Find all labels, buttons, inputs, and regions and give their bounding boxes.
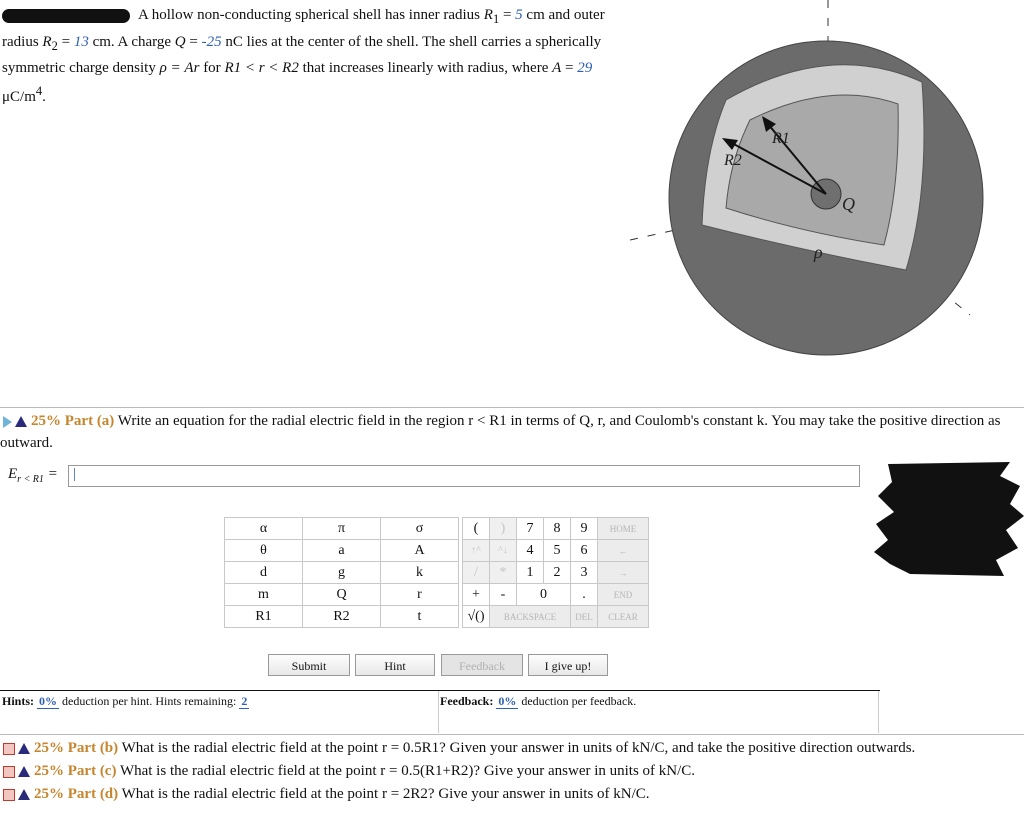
key-R1[interactable]: R1 [225,606,303,628]
key-multiply[interactable]: * [490,562,517,584]
numeric-keypad [462,517,649,628]
q-value: -25 [201,33,222,50]
feedback-button[interactable]: Feedback [441,654,523,676]
key-0[interactable]: 0 [517,584,571,606]
key-sqrt[interactable]: √() [463,606,490,628]
key-plus[interactable]: + [463,584,490,606]
label-r2: R2 [724,152,742,169]
part-a-question [0,410,1020,454]
part-d-question[interactable]: 25% Part (d) What is the radial electric field at the point r = 2R2? Give your answer in units of kN/C. [0,783,1020,805]
warning-icon [18,766,30,777]
divider-bottom [0,734,1024,735]
submit-button[interactable]: Submit [268,654,350,676]
key-8[interactable]: 8 [544,518,571,540]
r2-value: 13 [73,33,89,50]
key-divide[interactable]: / [463,562,490,584]
key-decimal[interactable]: . [571,584,598,606]
r1-value: 5 [515,7,523,23]
problem-statement: A hollow non-conducting spherical shell has inner radius $R_1 = 5$ cm and outer radius $R_2 = 13$ cm. A charge Q = -25 nC lies at the center of the shell. The shell carries a spherically symmetric charge density ρ = Ar for R1 < r < R2 that increases linearly with radius, where A = 29 $\mu C/m^4$. [2,7,605,105]
key-minus[interactable]: - [490,584,517,606]
divider [0,407,1024,408]
answer-label: $E_{r < R1}$ = [8,466,58,485]
label-rho: ρ [814,242,823,262]
key-5[interactable]: 5 [544,540,571,562]
symbol-keypad [224,517,459,628]
warning-icon [15,416,27,427]
key-end[interactable]: END [598,584,649,606]
key-right-arrow[interactable]: → [598,562,649,584]
part-a-heading: 25% Part (a) [31,413,115,429]
key-close-paren[interactable]: ) [490,518,517,540]
key-r[interactable]: r [381,584,459,606]
redacted-marker [2,9,130,23]
key-superscript-up[interactable]: ↑^ [463,540,490,562]
key-7[interactable]: 7 [517,518,544,540]
spherical-shell-figure [630,0,1024,400]
feedback-panel: Feedback: 0% deduction per feedback. [438,691,879,733]
part-b-question[interactable]: 25% Part (b) What is the radial electric field at the point r = 0.5R1? Given your answer in units of kN/C, and take the positive direction outwards. [0,737,1020,759]
key-3[interactable]: 3 [571,562,598,584]
key-pi[interactable]: π [303,518,381,540]
key-Q[interactable]: Q [303,584,381,606]
hint-button[interactable]: Hint [355,654,435,676]
key-k[interactable]: k [381,562,459,584]
key-d[interactable]: d [225,562,303,584]
key-sigma[interactable]: σ [381,518,459,540]
answer-input[interactable]: | [68,465,860,487]
key-6[interactable]: 6 [571,540,598,562]
key-open-paren[interactable]: ( [463,518,490,540]
key-9[interactable]: 9 [571,518,598,540]
key-2[interactable]: 2 [544,562,571,584]
key-R2[interactable]: R2 [303,606,381,628]
key-g[interactable]: g [303,562,381,584]
warning-icon [18,789,30,800]
key-del[interactable]: DEL [571,606,598,628]
key-A[interactable]: A [381,540,459,562]
key-1[interactable]: 1 [517,562,544,584]
key-backspace[interactable]: BACKSPACE [490,606,571,628]
key-alpha[interactable]: α [225,518,303,540]
part-c-question[interactable]: 25% Part (c) What is the radial electric field at the point r = 0.5(R1+R2)? Give your answer in units of kN/C. [0,760,1020,782]
key-m[interactable]: m [225,584,303,606]
hints-percent: 0% [39,694,58,708]
label-r1: R1 [772,130,790,147]
give-up-button[interactable]: I give up! [528,654,608,676]
collapse-icon[interactable] [3,789,15,801]
warning-icon [18,743,30,754]
collapse-icon[interactable] [3,766,15,778]
key-home[interactable]: HOME [598,518,649,540]
key-superscript-down[interactable]: ^↓ [490,540,517,562]
part-a-text: Write an equation for the radial electric field in the region r < R1 in terms of Q, r, and Coulomb's constant k. You may take the positive direction as outward. [0,413,1001,451]
key-clear[interactable]: CLEAR [598,606,649,628]
feedback-percent: 0% [498,694,517,708]
play-icon[interactable] [3,416,12,428]
hints-remaining: 2 [241,694,248,708]
key-t[interactable]: t [381,606,459,628]
hints-panel: Hints: 0% deduction per hint. Hints remaining: 2 [0,691,439,733]
key-left-arrow[interactable]: ← [598,540,649,562]
key-4[interactable]: 4 [517,540,544,562]
redaction-scribble [870,456,1024,580]
key-theta[interactable]: θ [225,540,303,562]
label-q: Q [842,194,855,214]
collapse-icon[interactable] [3,743,15,755]
a-value: 29 [577,60,593,76]
key-a[interactable]: a [303,540,381,562]
